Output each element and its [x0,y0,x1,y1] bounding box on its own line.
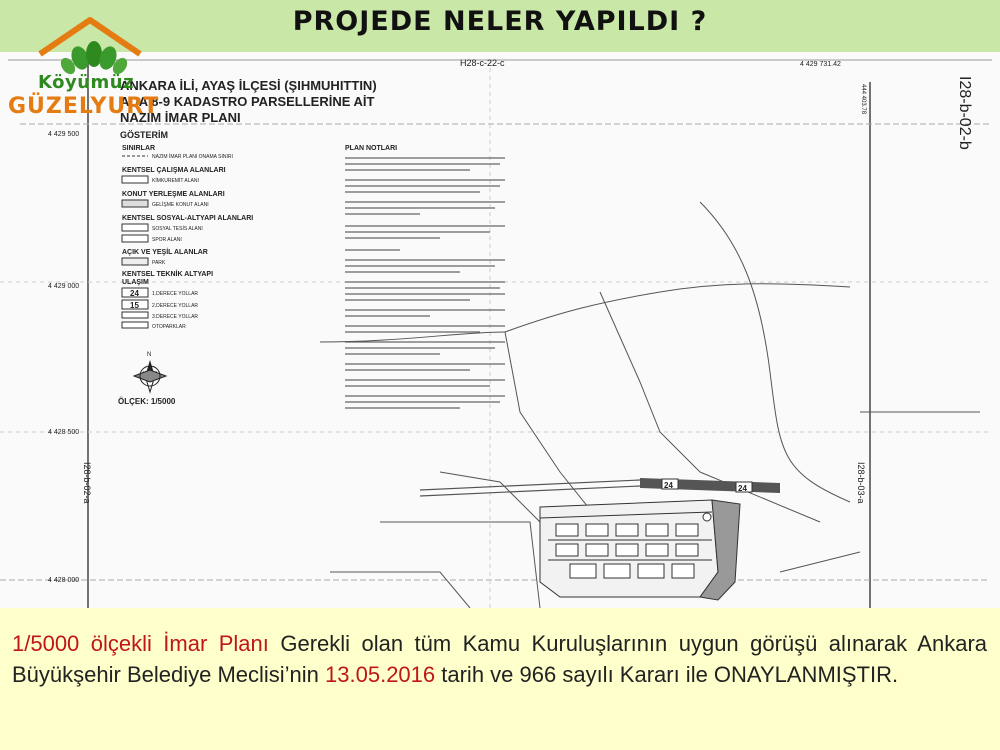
plan-notes [345,145,505,408]
road-width-label: 24 [664,481,673,490]
zoning-plan-drawing [0,52,1000,608]
coord-left-4: 4 428 000 [48,577,80,584]
legend-item: KİMKUREMİT ALANI [152,178,199,184]
legend-heading: KENTSEL TEKNİK ALTYAPI [122,271,214,278]
coord-top-right: 4 429 731.42 [800,61,841,68]
legend-item: 1.DERECE YOLLAR [152,291,199,297]
legend-heading: KENTSEL SOSYAL-ALTYAPI ALANLARI [122,215,254,222]
legend [120,130,253,330]
caption-body: Gerekli olan tüm Kamu Kuruluşlarının uygun görüşü alınarak Ankara Büyükşehir Belediye Meclisi’nin [12,631,988,687]
north-label: N [147,352,152,358]
road-width-label: 24 [738,484,747,493]
legend-item: 2.DERECE YOLLAR [152,303,199,309]
legend-title: GÖSTERİM [120,130,169,140]
zoning-plan-map [0,52,1000,608]
caption-text [12,628,987,690]
caption-box [0,608,1000,750]
road-label-24: 24 [130,289,139,298]
caption-plan-name: 1/5000 ölçekli İmar Planı [12,631,269,656]
coord-right-small: 444 403.78 [860,84,866,115]
legend-heading: KENTSEL ÇALIŞMA ALANLARI [122,167,226,174]
sheet-label-top: H28-c-22-c [460,58,505,68]
legend-heading: KONUT YERLEŞME ALANLARI [122,191,225,198]
notes-title: PLAN NOTLARI [345,145,398,152]
legend-item: NAZIM İMAR PLANI ONAMA SINIRI [152,154,233,160]
legend-item: SOSYAL TESİS ALANI [152,226,203,232]
coord-left-2: 4 429 000 [48,283,80,290]
legend-item: OTOPARKLAR [152,324,186,330]
logo-text-top: Köyümüz [38,72,135,93]
page-title: PROJEDE NELER YAPILDI ? [292,6,708,37]
plan-title-line-1: ANKARA İLİ, AYAŞ İLÇESİ (ŞIHMUHITTIN) [120,78,377,93]
legend-item: SPOR ALANI [152,237,182,243]
legend-heading: SINIRLAR [122,145,156,152]
legend-item: PARK [152,260,166,266]
sheet-label-right: I28-b-02-b [956,76,973,150]
plan-title-line-3: NAZIM İMAR PLANI [120,110,241,125]
legend-item: 3.DERECE YOLLAR [152,314,199,320]
coord-left-1: 4 429 500 [48,131,80,138]
legend-item: GELİŞME KONUT ALANI [152,202,209,208]
road-label-15: 15 [130,301,139,310]
legend-heading: AÇIK VE YEŞİL ALANLAR [122,249,208,256]
main-road [420,478,780,496]
legend-heading: ULAŞIM [122,279,149,286]
scale-label: ÖLÇEK: 1/5000 [118,397,176,406]
logo-text-bottom: GÜZELYURT [8,94,160,119]
sheet-label-left: I28-b-02-a [82,462,92,504]
project-site [540,500,740,600]
caption-date: 13.05.2016 [325,662,436,687]
caption-decision: tarih ve 966 sayılı Kararı ile ONAYLANMIŞTIR. [435,662,899,687]
coord-left-3: 4 428 500 [48,429,80,436]
north-arrow-icon [134,360,166,392]
plan-title-line-2: ADA 8-9 KADASTRO PARSELLERİNE AİT [120,94,375,109]
sheet-label-right-lower: I28-b-03-a [856,462,866,504]
